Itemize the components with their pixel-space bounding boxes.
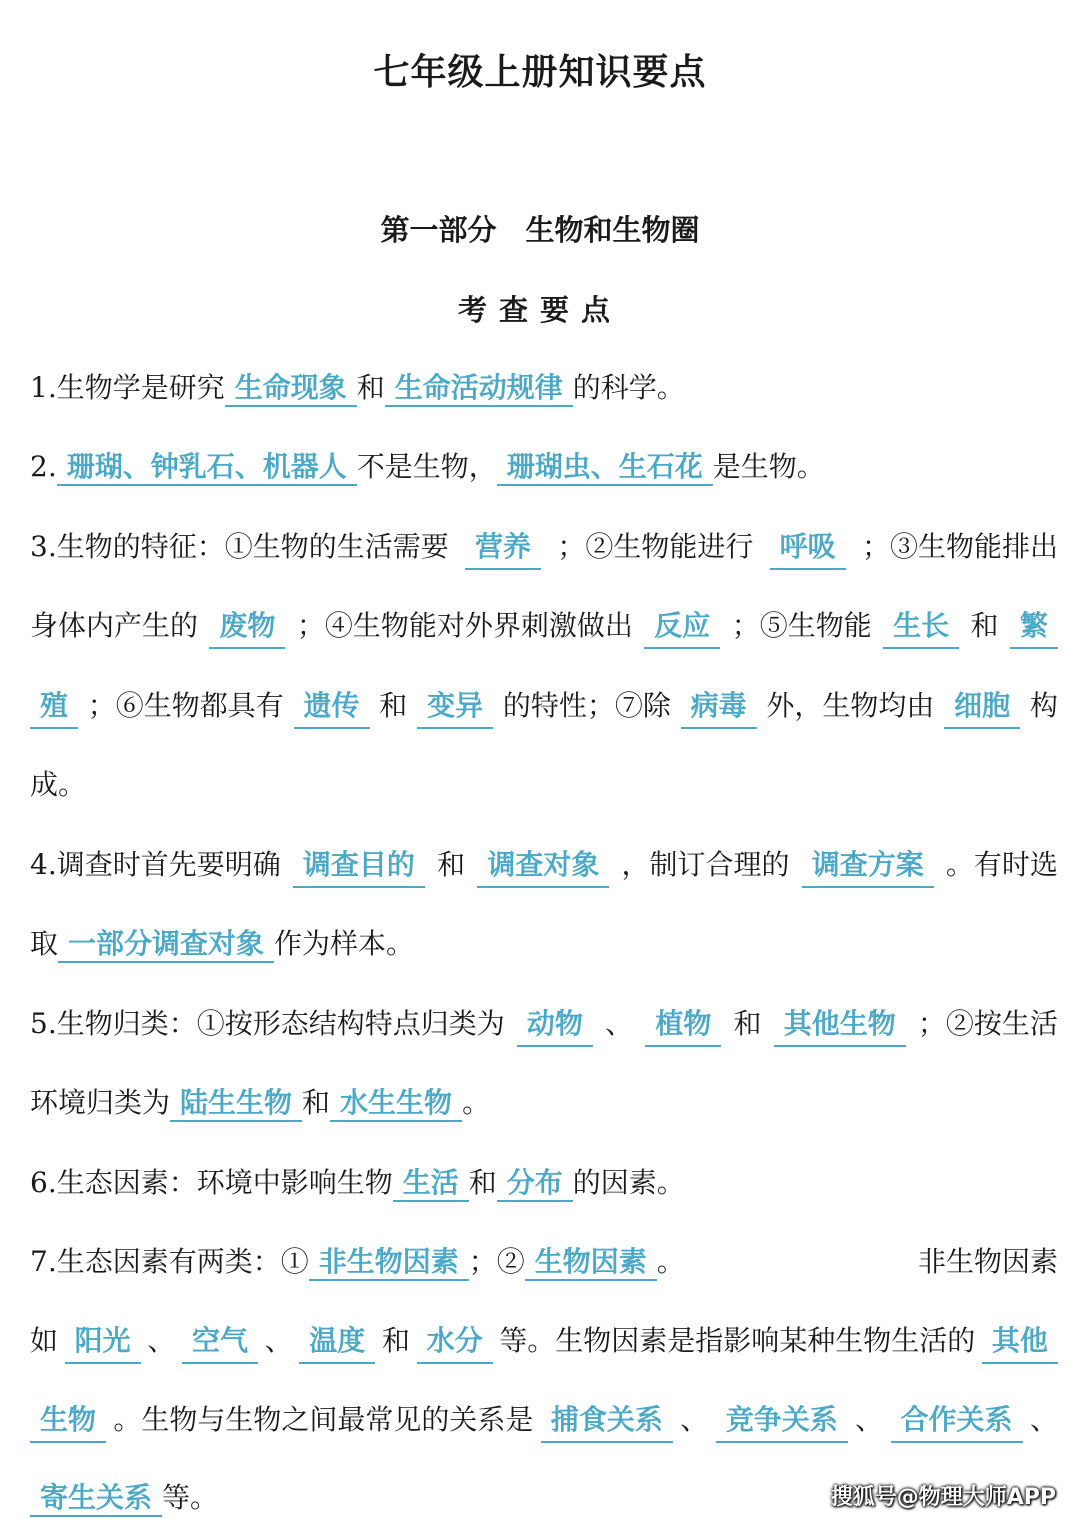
item-text: 、 bbox=[1029, 1403, 1058, 1436]
answer-blank: 温度 bbox=[299, 1321, 375, 1364]
item-5-line-1 bbox=[30, 1004, 1058, 1047]
item-text: 外，生物均由 bbox=[766, 689, 935, 722]
answer-blank: 殖 bbox=[30, 686, 78, 729]
answer-blank: 动物 bbox=[517, 1004, 593, 1047]
item-text: 环境归类为 bbox=[30, 1086, 171, 1119]
item-text: 的因素。 bbox=[572, 1166, 685, 1199]
answer-blank: 其他 bbox=[982, 1321, 1058, 1364]
answer-blank: 阳光 bbox=[65, 1321, 141, 1364]
answer-blank: 反应 bbox=[644, 606, 720, 649]
part-heading: 第一部分 生物和生物圈 bbox=[380, 213, 700, 247]
answer-blank: 陆生生物 bbox=[170, 1086, 302, 1122]
item-text: 和 bbox=[468, 1166, 497, 1199]
answer-blank: 合作关系 bbox=[891, 1400, 1023, 1443]
answer-blank: 调查方案 bbox=[802, 845, 934, 888]
item-text: ；③生物能排出 bbox=[861, 530, 1058, 563]
item-text: 。有时选 bbox=[945, 848, 1058, 881]
answer-blank: 生物因素 bbox=[525, 1245, 657, 1281]
item-text: 1.生物学是研究 bbox=[30, 371, 225, 404]
item-text: 等。生物因素是指影响某种生物生活的 bbox=[499, 1324, 976, 1357]
item-text: 和 bbox=[302, 1086, 331, 1119]
item-text: 和 bbox=[381, 1324, 410, 1357]
item-text: 、 bbox=[605, 1007, 634, 1040]
item-text: 、 bbox=[680, 1403, 709, 1436]
item-text: 不是生物， bbox=[356, 450, 497, 483]
item-text: 是生物。 bbox=[712, 450, 825, 483]
item-7-line-1 bbox=[30, 1242, 1058, 1282]
item-text: ；⑥生物都具有 bbox=[87, 689, 284, 722]
item-4-line-2 bbox=[30, 924, 1058, 964]
item-text: 6.生态因素：环境中影响生物 bbox=[30, 1166, 393, 1199]
item-text: 的特性；⑦除 bbox=[502, 689, 671, 722]
item-text: 身体内产生的 bbox=[30, 609, 199, 642]
item-text: ；②生物能进行 bbox=[557, 530, 754, 563]
answer-blank: 空气 bbox=[182, 1321, 258, 1364]
answer-blank: 水生生物 bbox=[330, 1086, 462, 1122]
item-text: 取 bbox=[30, 927, 59, 960]
item-text: 5.生物归类：①按形态结构特点归类为 bbox=[30, 1007, 505, 1040]
answer-blank: 生命现象 bbox=[225, 371, 357, 407]
item-1-line-1 bbox=[30, 368, 1058, 408]
item-text: 等。 bbox=[162, 1481, 219, 1514]
item-text: 。 bbox=[462, 1086, 491, 1119]
item-7-line-3 bbox=[30, 1400, 1058, 1443]
answer-blank: 细胞 bbox=[944, 686, 1020, 729]
item-text: 。 bbox=[656, 1245, 685, 1278]
item-text: 、 bbox=[855, 1403, 884, 1436]
item-text: 。生物与生物之间最常见的关系是 bbox=[113, 1403, 534, 1436]
document-title: 七年级上册知识要点 bbox=[373, 52, 707, 93]
answer-blank: 竞争关系 bbox=[716, 1400, 848, 1443]
answer-blank: 一部分调查对象 bbox=[58, 927, 274, 963]
item-text: 3.生物的特征：①生物的生活需要 bbox=[30, 530, 449, 563]
item-text: 和 bbox=[970, 609, 999, 642]
item-text: 、 bbox=[147, 1324, 176, 1357]
item-text: ；④生物能对外界刺激做出 bbox=[296, 609, 633, 642]
answer-blank: 捕食关系 bbox=[541, 1400, 673, 1443]
item-text: ；②按生活 bbox=[917, 1007, 1058, 1040]
answer-blank: 分布 bbox=[497, 1166, 573, 1202]
item-text: 作为样本。 bbox=[274, 927, 415, 960]
answer-blank: 生长 bbox=[883, 606, 959, 649]
item-3-line-1 bbox=[30, 527, 1058, 570]
answer-blank: 废物 bbox=[209, 606, 285, 649]
item-text: ，制订合理的 bbox=[621, 848, 790, 881]
answer-blank: 珊瑚虫、生石花 bbox=[497, 450, 713, 486]
item-6-line-1 bbox=[30, 1163, 1058, 1203]
item-text: 2. bbox=[30, 450, 57, 483]
answer-blank: 非生物因素 bbox=[309, 1245, 469, 1281]
item-text: 的科学。 bbox=[572, 371, 685, 404]
item-text: 构 bbox=[1029, 689, 1058, 722]
answer-blank: 呼吸 bbox=[770, 527, 846, 570]
answer-blank: 调查目的 bbox=[293, 845, 425, 888]
answer-blank: 水分 bbox=[417, 1321, 493, 1364]
item-text: 和 bbox=[437, 848, 466, 881]
item-5-line-2 bbox=[30, 1083, 1058, 1123]
answer-blank: 其他生物 bbox=[774, 1004, 906, 1047]
answer-blank: 生物 bbox=[30, 1400, 106, 1443]
answer-blank: 调查对象 bbox=[477, 845, 609, 888]
answer-blank: 寄生关系 bbox=[30, 1481, 162, 1517]
answer-blank: 遗传 bbox=[294, 686, 370, 729]
answer-blank: 繁 bbox=[1010, 606, 1058, 649]
item-text: 如 bbox=[30, 1324, 59, 1357]
section-heading: 考查要点 bbox=[457, 293, 622, 327]
answer-blank: 病毒 bbox=[681, 686, 757, 729]
item-text: 和 bbox=[379, 689, 408, 722]
item-2-line-1 bbox=[30, 447, 1058, 487]
item-text: 7.生态因素有两类：① bbox=[30, 1245, 309, 1278]
item-3-line-3 bbox=[30, 686, 1058, 729]
item-text: 成。 bbox=[30, 768, 87, 801]
answer-blank: 生活 bbox=[393, 1166, 469, 1202]
answer-blank: 珊瑚、钟乳石、机器人 bbox=[57, 450, 357, 486]
item-text: ；⑤生物能 bbox=[731, 609, 872, 642]
watermark: 搜狐号@物理大师APP bbox=[830, 1485, 1056, 1510]
item-text: 4.调查时首先要明确 bbox=[30, 848, 281, 881]
item-text: 和 bbox=[733, 1007, 762, 1040]
answer-blank: 生命活动规律 bbox=[385, 371, 573, 407]
answer-blank: 营养 bbox=[465, 527, 541, 570]
item-text: 、 bbox=[264, 1324, 293, 1357]
answer-blank: 植物 bbox=[645, 1004, 721, 1047]
item-7-line-2 bbox=[30, 1321, 1058, 1364]
item-4-line-1 bbox=[30, 845, 1058, 888]
item-3-line-4 bbox=[30, 765, 1058, 805]
item-text: ；② bbox=[468, 1245, 525, 1278]
item-text: 非生物因素 bbox=[917, 1245, 1058, 1278]
item-text: 和 bbox=[356, 371, 385, 404]
item-3-line-2 bbox=[30, 606, 1058, 649]
answer-blank: 变异 bbox=[417, 686, 493, 729]
